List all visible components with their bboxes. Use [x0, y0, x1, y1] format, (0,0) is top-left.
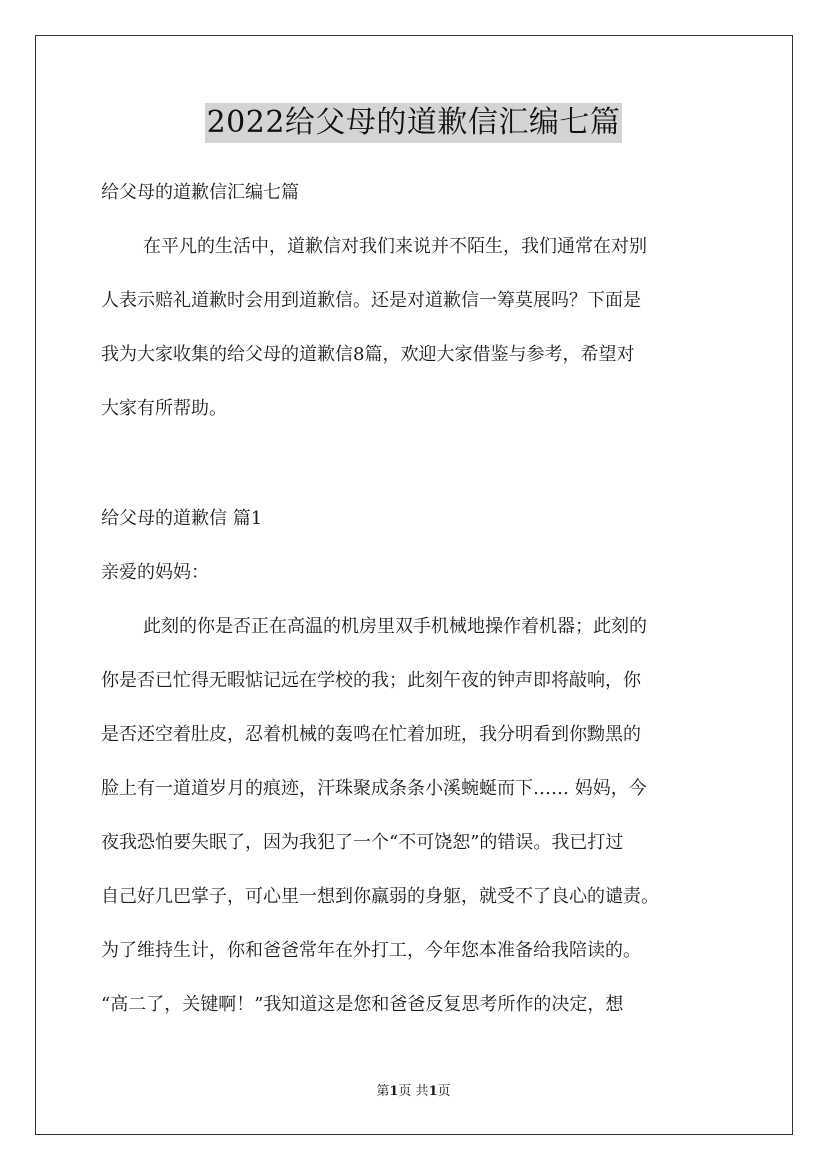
page-footer — [0, 1083, 827, 1101]
document-title: 2022给父母的道歉信汇编七篇 — [205, 103, 623, 143]
intro-line: 人表示赔礼道歉时会用到道歉信。还是对道歉信一筹莫展吗？下面是 — [101, 290, 641, 311]
page-number: 1 — [389, 1084, 399, 1099]
page-prefix: 第 — [376, 1084, 390, 1099]
body-line: 是否还空着肚皮，忍着机械的轰鸣在忙着加班，我分明看到你黝黑的 — [101, 724, 641, 745]
body-line: “高二了，关键啊！”我知道这是您和爸爸反复思考所作的决定，想 — [101, 994, 624, 1015]
body-line: 为了维持生计，你和爸爸常年在外打工，今年您本准备给我陪读的。 — [101, 940, 641, 961]
document-subtitle: 给父母的道歉信汇编七篇 — [101, 182, 299, 203]
page-mid: 页 共 — [398, 1084, 429, 1099]
body-line: 脸上有一道道岁月的痕迹，汗珠聚成条条小溪蜿蜒而下…… 妈妈，今 — [101, 778, 647, 799]
page-suffix: 页 — [437, 1084, 451, 1099]
body-line: 你是否已忙得无暇惦记远在学校的我；此刻午夜的钟声即将敲响，你 — [101, 670, 641, 691]
intro-line: 大家有所帮助。 — [101, 398, 227, 419]
body-line: 夜我恐怕要失眠了，因为我犯了一个“不可饶恕”的错误。我已打过 — [101, 832, 624, 853]
intro-line: 我为大家收集的给父母的道歉信8篇，欢迎大家借鉴与参考，希望对 — [101, 344, 635, 365]
body-line: 此刻的你是否正在高温的机房里双手机械地操作着机器；此刻的 — [143, 616, 647, 637]
section-heading: 给父母的道歉信 篇1 — [101, 508, 263, 529]
page-total: 1 — [428, 1084, 438, 1099]
intro-line: 在平凡的生活中，道歉信对我们来说并不陌生，我们通常在对别 — [143, 236, 647, 257]
title-container — [0, 103, 827, 143]
body-line: 自己好几巴掌子，可心里一想到你羸弱的身躯，就受不了良心的谴责。 — [101, 886, 659, 907]
salutation: 亲爱的妈妈： — [101, 562, 209, 583]
